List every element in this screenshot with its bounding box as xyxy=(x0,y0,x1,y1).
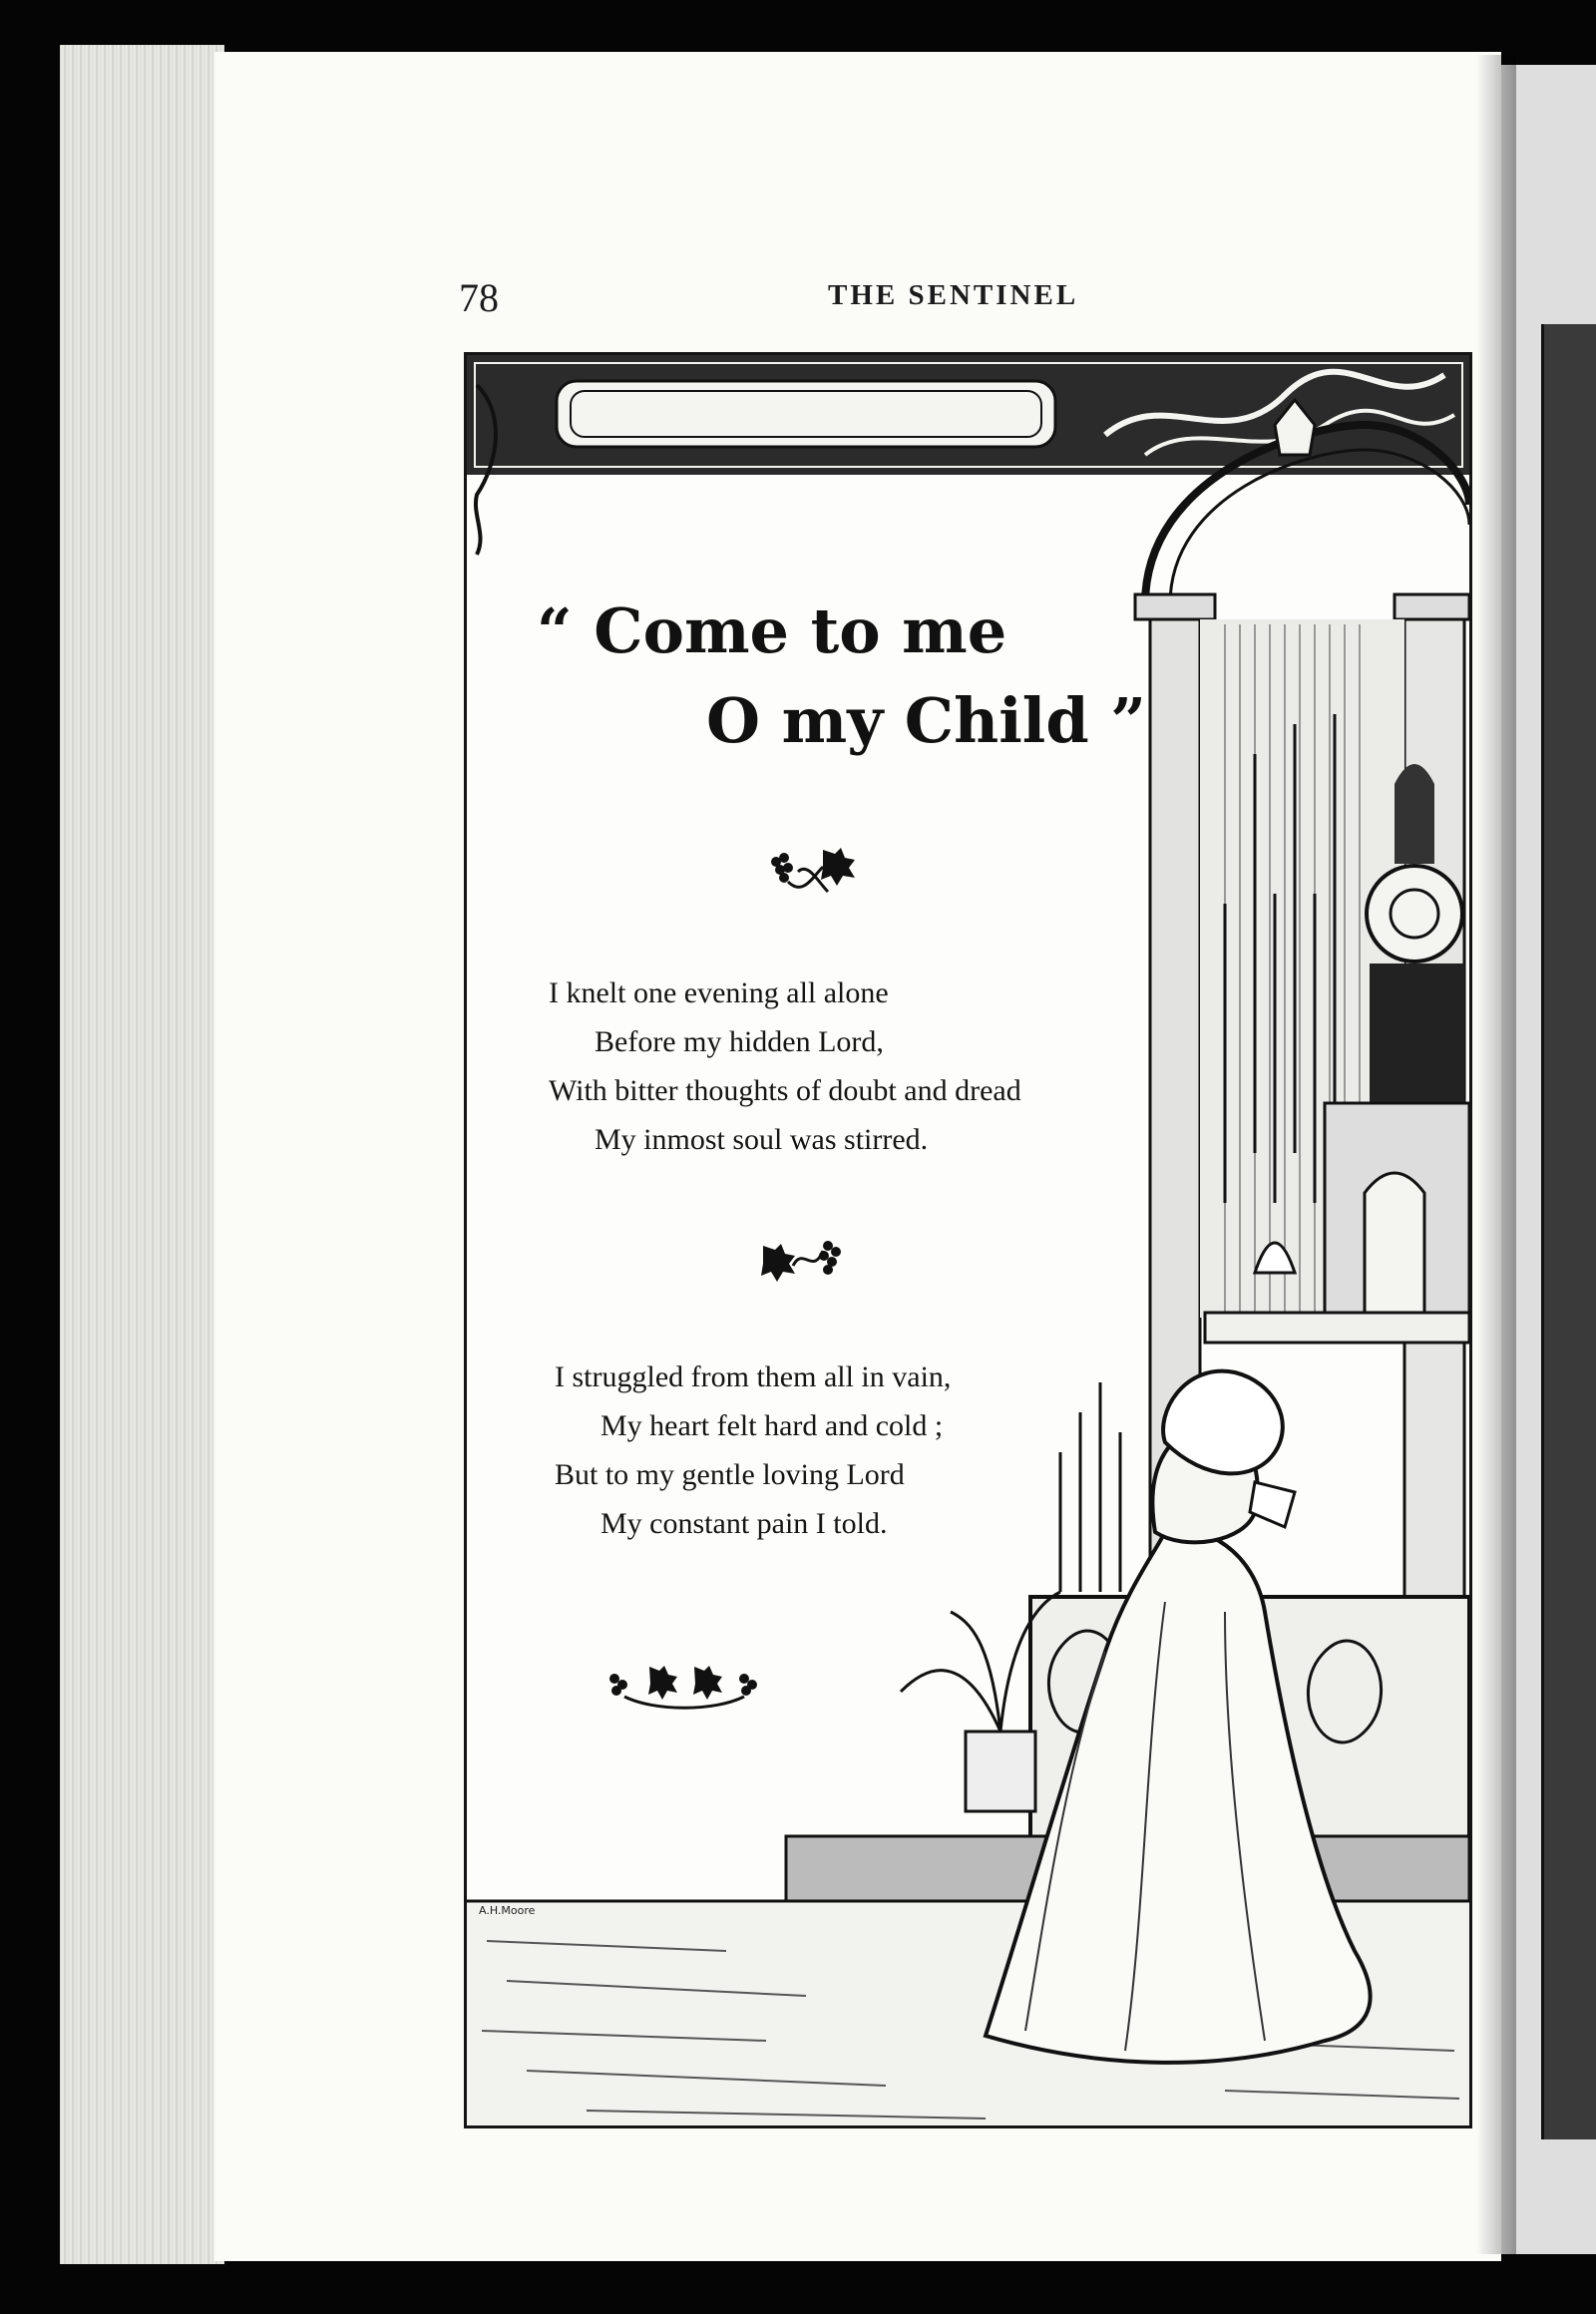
grape-vine-ornament-icon xyxy=(758,1226,848,1286)
running-head: THE SENTINEL xyxy=(828,279,1079,311)
poem-line: Before my hidden Lord, xyxy=(595,1025,884,1058)
poem-line: My inmost soul was stirred. xyxy=(595,1123,929,1156)
poem-stanza-2 xyxy=(555,1352,951,1548)
grape-vine-ornament-icon xyxy=(768,842,858,902)
page-number: 78 xyxy=(459,275,499,320)
illustrator-signature: A.H.Moore xyxy=(479,1904,536,1917)
poem-line: My heart felt hard and cold ; xyxy=(600,1409,944,1442)
grape-vine-ornament-icon xyxy=(604,1657,764,1717)
poem-line: My constant pain I told. xyxy=(600,1507,888,1540)
illustrated-plate xyxy=(464,352,1472,2128)
poem-line: With bitter thoughts of doubt and dread xyxy=(549,1074,1021,1107)
poem-title-line-1: “ Come to me xyxy=(537,594,1007,667)
poem-title-line-2: O my Child ” xyxy=(706,684,1146,757)
poem-line: I struggled from them all in vain, xyxy=(555,1360,952,1393)
gutter-shadow xyxy=(1476,55,1516,2254)
poem-stanza-1 xyxy=(549,968,1021,1164)
facing-page-illustration-strip xyxy=(1541,324,1596,2139)
book-page-edges xyxy=(60,45,224,2264)
poem-line: I knelt one evening all alone xyxy=(549,976,889,1009)
poem-line: But to my gentle loving Lord xyxy=(555,1458,905,1491)
